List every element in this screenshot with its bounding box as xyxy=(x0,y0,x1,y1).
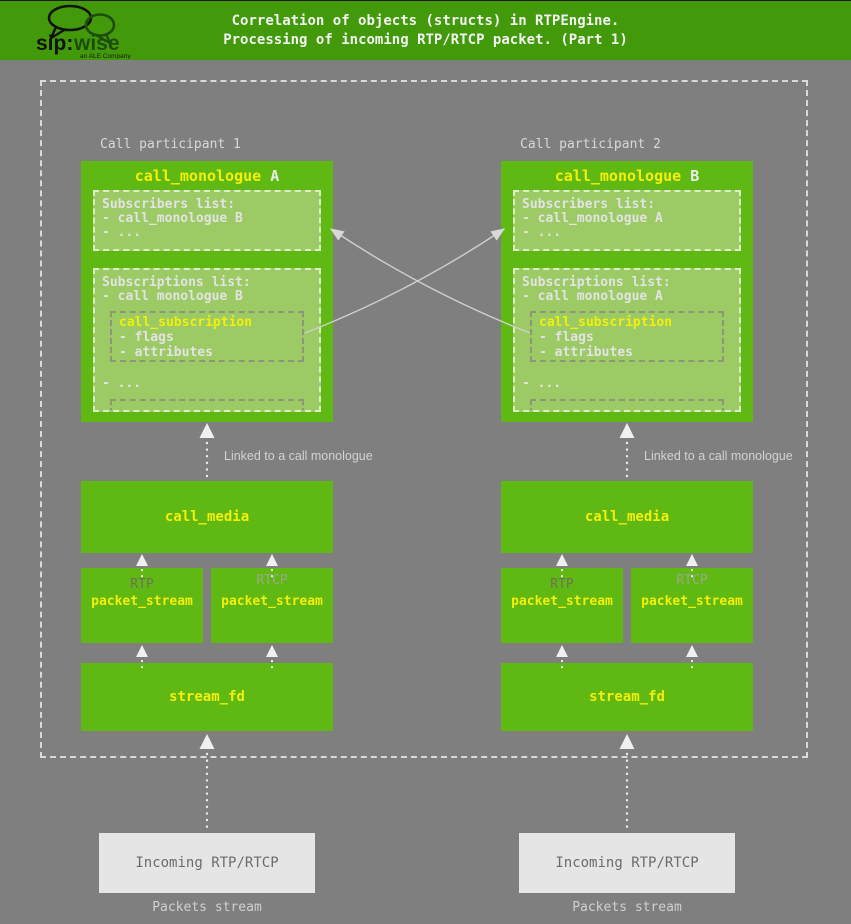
call-subscription-title: call_subscription xyxy=(539,315,673,330)
call-media-box: call_media xyxy=(81,481,333,553)
title-line-1: Correlation of objects (structs) in RTPEngine. xyxy=(231,13,620,29)
subscriptions-more: - ... xyxy=(102,376,142,391)
call-subscription-item: - attributes xyxy=(539,345,633,360)
subscribers-list-box xyxy=(513,190,741,251)
subscriptions-title: Subscriptions list: xyxy=(102,275,251,290)
stream-fd-box: stream_fd xyxy=(81,663,333,731)
call-monologue-box xyxy=(81,161,333,422)
stream-fd-box: stream_fd xyxy=(501,663,753,731)
incoming-rtp-rtcp-box: Incoming RTP/RTCP xyxy=(519,833,735,893)
packet-stream-name: packet_stream xyxy=(221,594,323,609)
packets-stream-label: Packets stream xyxy=(152,900,262,915)
call-monologue-box xyxy=(501,161,753,422)
packet-stream-rtcp-box xyxy=(211,568,333,643)
call-subscription-title: call_subscription xyxy=(119,315,253,330)
incoming-rtp-rtcp-box: Incoming RTP/RTCP xyxy=(99,833,315,893)
subscriptions-more: - ... xyxy=(522,376,562,391)
participant-2-column xyxy=(420,0,840,924)
subscribers-item: - ... xyxy=(522,225,562,240)
subscribers-title: Subscribers list: xyxy=(102,197,236,212)
subscribers-item: - call_monologue B xyxy=(102,211,243,226)
call-media-box: call_media xyxy=(501,481,753,553)
subscriptions-item: - call monologue B xyxy=(102,289,243,304)
subscribers-title: Subscribers list: xyxy=(522,197,656,212)
linked-label: Linked to a call monologue xyxy=(224,449,373,463)
logo-wise-text: wise xyxy=(74,32,120,55)
monologue-title-name: call_monologue xyxy=(134,167,262,185)
rtcp-label: RTCP xyxy=(256,573,288,588)
call-subscription-item: - flags xyxy=(539,330,594,345)
call-subscription-item: - flags xyxy=(119,330,174,345)
packet-stream-name: packet_stream xyxy=(641,594,743,609)
monologue-title-suffix: B xyxy=(681,167,700,185)
packet-stream-name: packet_stream xyxy=(511,594,613,609)
call-subscription-box xyxy=(110,311,304,362)
subscriptions-list-box xyxy=(513,268,741,412)
call-subscription-item: - attributes xyxy=(119,345,213,360)
partial-subscription-box xyxy=(530,399,724,412)
subscriptions-list-box xyxy=(93,268,321,412)
monologue-title xyxy=(501,167,753,185)
participant-1-column xyxy=(0,0,420,924)
packet-stream-name: packet_stream xyxy=(91,594,193,609)
logo-tagline: an ALE Company xyxy=(80,53,131,59)
packets-stream-label: Packets stream xyxy=(572,900,682,915)
packet-stream-rtcp-box xyxy=(631,568,753,643)
subscribers-item: - ... xyxy=(102,225,142,240)
rtcp-label: RTCP xyxy=(676,573,708,588)
logo-sip-text: sip: xyxy=(36,32,74,55)
rtp-label: RTP xyxy=(550,577,574,592)
partial-subscription-box xyxy=(110,399,304,412)
participant-label: Call participant 2 xyxy=(520,137,661,152)
subscriptions-item: - call monologue A xyxy=(522,289,663,304)
linked-label: Linked to a call monologue xyxy=(644,449,793,463)
subscriptions-title: Subscriptions list: xyxy=(522,275,671,290)
monologue-title xyxy=(81,167,333,185)
monologue-title-suffix: A xyxy=(261,167,280,185)
subscribers-list-box xyxy=(93,190,321,251)
rtp-label: RTP xyxy=(130,577,154,592)
participant-label: Call participant 1 xyxy=(100,137,241,152)
subscribers-item: - call_monologue A xyxy=(522,211,663,226)
packet-stream-rtp-box xyxy=(81,568,203,643)
monologue-title-name: call_monologue xyxy=(554,167,682,185)
title-line-2: Processing of incoming RTP/RTCP packet. (Part 1) xyxy=(223,32,628,48)
call-subscription-box xyxy=(530,311,724,362)
packet-stream-rtp-box xyxy=(501,568,623,643)
